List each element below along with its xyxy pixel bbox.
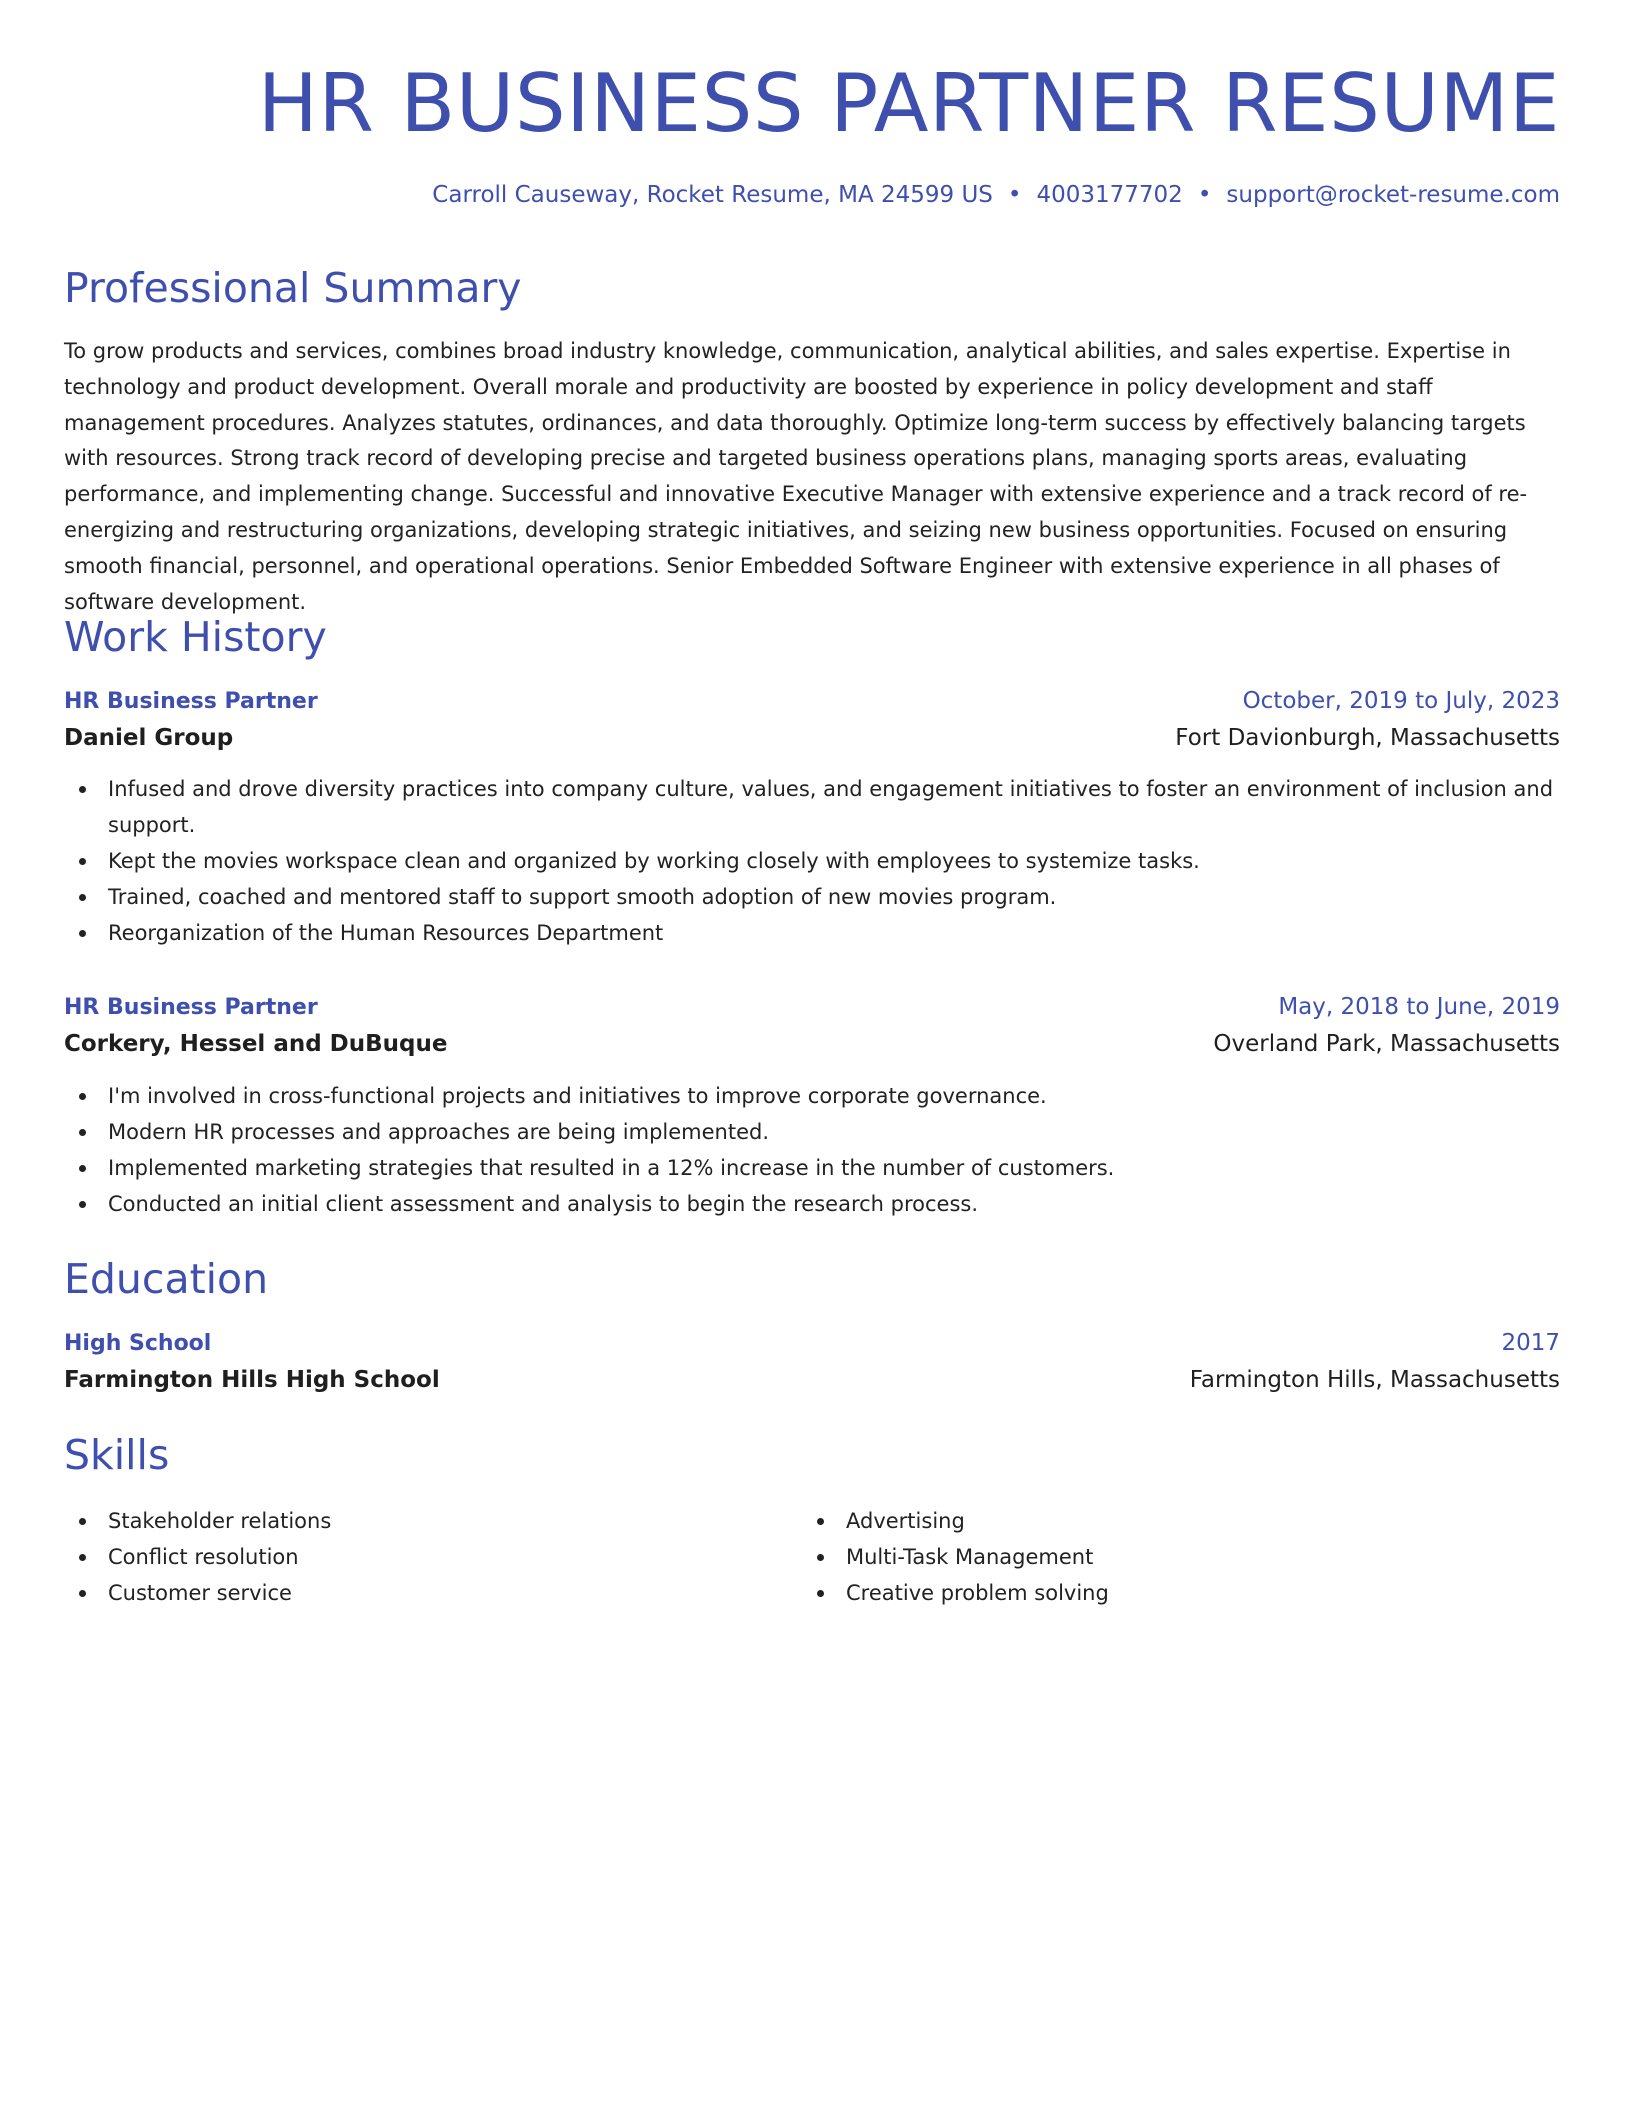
bullet-item — [64, 1150, 1560, 1186]
bullet-dot — [79, 1554, 86, 1561]
bullet-item — [64, 915, 1560, 951]
job-company: Corkery, Hessel and DuBuque — [64, 1031, 448, 1057]
bullet-text: Conducted an initial client assessment and analysis to begin the research process. — [108, 1192, 979, 1216]
skill-text: Advertising — [846, 1509, 965, 1533]
bullet-item — [64, 879, 1560, 915]
bullet-dot — [817, 1518, 824, 1525]
contact-email[interactable]: support@rocket-resume.com — [1226, 182, 1560, 208]
job-title: HR Business Partner — [64, 689, 318, 714]
bullet-dot — [79, 930, 86, 937]
skills-list — [64, 1503, 1560, 1611]
contact-phone: 4003177702 — [1036, 182, 1183, 208]
contact-address: Carroll Causeway, Rocket Resume, MA 24599 US — [432, 182, 993, 208]
bullet-dot — [79, 1201, 86, 1208]
education-heading: Education — [64, 1255, 269, 1303]
bullet-item — [64, 771, 1560, 843]
job-dates: May, 2018 to June, 2019 — [1278, 994, 1560, 1020]
resume-page — [64, 0, 1560, 1605]
skills-column-right — [802, 1503, 1540, 1611]
bullet-text: Reorganization of the Human Resources Department — [108, 921, 664, 945]
skill-text: Stakeholder relations — [108, 1509, 332, 1533]
job-title-row — [64, 685, 1560, 718]
bullet-dot — [79, 1093, 86, 1100]
education-degree-row — [64, 1327, 1560, 1360]
skill-text: Conflict resolution — [108, 1545, 299, 1569]
skill-item — [64, 1503, 802, 1539]
education-location: Farmington Hills, Massachusetts — [1189, 1367, 1560, 1393]
bullet-text: Trained, coached and mentored staff to support smooth adoption of new movies program. — [108, 885, 1057, 909]
bullet-item — [64, 1114, 1560, 1150]
bullet-dot — [79, 894, 86, 901]
job-company-row — [64, 1024, 1560, 1064]
job-title-row — [64, 991, 1560, 1024]
education-degree: High School — [64, 1331, 212, 1356]
bullet-dot — [817, 1590, 824, 1597]
bullet-text: Kept the movies workspace clean and organized by working closely with employees to systemize tasks. — [108, 849, 1200, 873]
skills-heading: Skills — [64, 1431, 170, 1479]
bullet-text: I'm involved in cross-functional projects and initiatives to improve corporate governance. — [108, 1084, 1047, 1108]
bullet-item — [64, 843, 1560, 879]
bullet-text: Implemented marketing strategies that resulted in a 12% increase in the number of customers. — [108, 1156, 1115, 1180]
bullet-dot — [79, 1590, 86, 1597]
job-company-row — [64, 718, 1560, 758]
bullet-dot — [79, 786, 86, 793]
skill-text: Multi-Task Management — [846, 1545, 1094, 1569]
bullet-text: Infused and drove diversity practices into company culture, values, and engagement initiatives to foster an environment of inclusion and support. — [108, 777, 1554, 837]
skill-item — [64, 1539, 802, 1575]
work-history-heading: Work History — [64, 613, 327, 661]
education-school: Farmington Hills High School — [64, 1367, 440, 1393]
bullet-dot — [79, 1165, 86, 1172]
job-location: Overland Park, Massachusetts — [1213, 1031, 1560, 1057]
contact-line — [64, 179, 1560, 211]
skill-item — [802, 1575, 1540, 1611]
skill-text: Creative problem solving — [846, 1581, 1109, 1605]
skill-item — [802, 1503, 1540, 1539]
bullet-dot — [79, 1518, 86, 1525]
bullet-text: Modern HR processes and approaches are being implemented. — [108, 1120, 770, 1144]
job-bullets — [64, 1078, 1560, 1222]
bullet-dot — [79, 858, 86, 865]
education-school-row — [64, 1360, 1560, 1400]
contact-separator: • — [1007, 182, 1022, 208]
job-bullets — [64, 771, 1560, 951]
summary-text: To grow products and services, combines broad industry knowledge, communication, analytical abilities, and sales expertise. Expertise in technology and product development. Overall morale and productivity are boosted by experience in policy development and staff management procedures. Analyzes statutes, ordinances, and data thoroughly. Optimize long-term success by effectively balancing targets with resources. Strong track record of developing precise and targeted business operations plans, managing sports areas, evaluating performance, and implementing change. Successful and innovative Executive Manager with extensive experience and a track record of re-energizing and restructuring organizations, developing strategic initiatives, and seizing new business opportunities. Focused on ensuring smooth financial, personnel, and operational operations. Senior Embedded Software Engineer with extensive experience in all phases of software development. — [64, 339, 1528, 614]
skill-item — [64, 1575, 802, 1611]
bullet-dot — [817, 1554, 824, 1561]
job-dates: October, 2019 to July, 2023 — [1242, 688, 1560, 714]
bullet-item — [64, 1186, 1560, 1222]
education-year: 2017 — [1501, 1330, 1560, 1356]
education-entry — [64, 1327, 1560, 1400]
job-title: HR Business Partner — [64, 995, 318, 1020]
contact-separator: • — [1197, 182, 1212, 208]
skill-text: Customer service — [108, 1581, 292, 1605]
bullet-dot — [79, 1129, 86, 1136]
skills-column-left — [64, 1503, 802, 1611]
job-entry — [64, 991, 1560, 1222]
job-location: Fort Davionburgh, Massachusetts — [1175, 725, 1560, 751]
job-company: Daniel Group — [64, 725, 234, 751]
resume-title: HR BUSINESS PARTNER RESUME — [257, 57, 1560, 150]
skill-item — [802, 1539, 1540, 1575]
bullet-item — [64, 1078, 1560, 1114]
job-entry — [64, 685, 1560, 951]
summary-heading: Professional Summary — [64, 264, 522, 312]
